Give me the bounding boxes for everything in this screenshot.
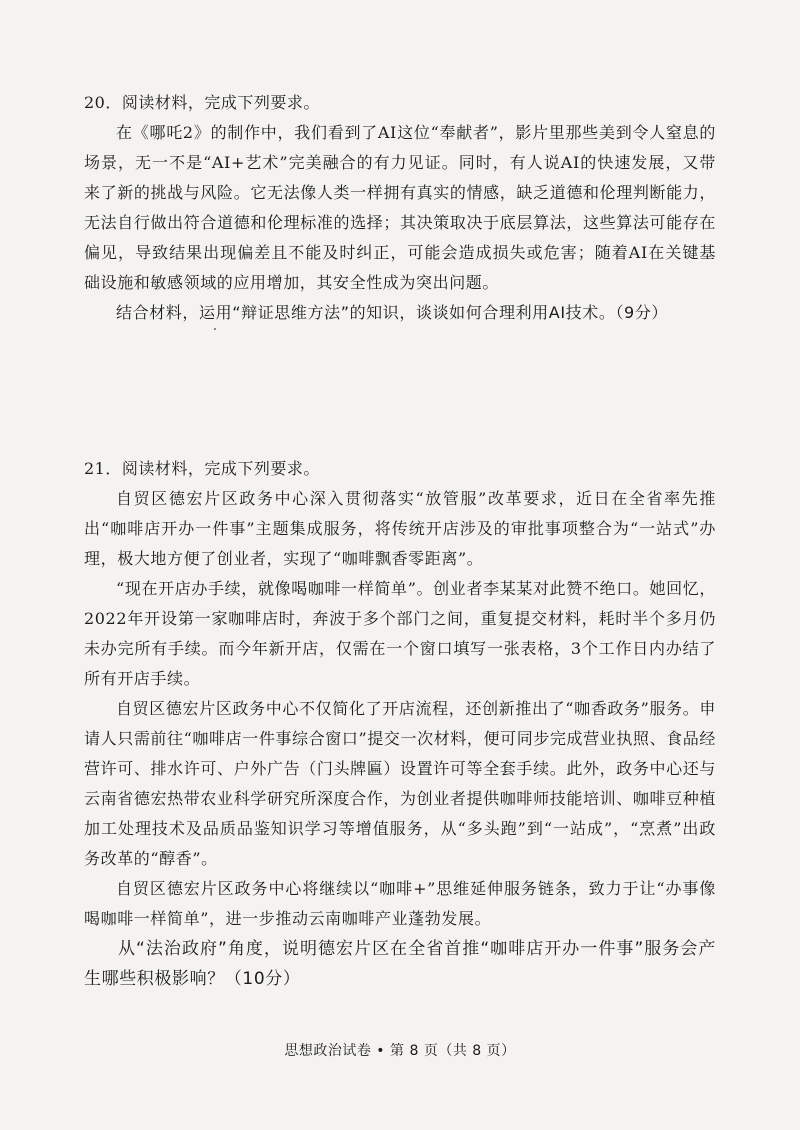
question-21-material-paragraph: 自贸区德宏片区政务中心将继续以“咖啡+”思维延伸服务链条，致力于让“办事像喝咖啡一样简单”，进一步推动云南咖啡产业蓬勃发展。: [84, 879, 716, 928]
question-21-material-paragraph: “现在开店办手续，就像喝咖啡一样简单”。创业者李某某对此赞不绝口。她回忆，2022年开设第一家咖啡店时，奔波于多个部门之间，重复提交材料，耗时半个多月仍未办完所有手续。而今年新开店，仅需在一个窗口填写一张表格，3个工作日内办结了所有开店手续。: [84, 579, 716, 688]
question-21-prompt: 从“法治政府”角度，说明德宏片区在全省首推“咖啡店开办一件事”服务会产生哪些积极影响？（10分）: [84, 939, 716, 989]
scan-speck: [214, 328, 216, 330]
question-20-heading: 20．阅读材料，完成下列要求。: [84, 93, 320, 112]
question-21-heading: 21．阅读材料，完成下列要求。: [84, 459, 320, 478]
page-footer: 思想政治试卷 • 第 8 页（共 8 页）: [284, 1043, 516, 1059]
question-21-material-paragraph: 自贸区德宏片区政务中心不仅简化了开店流程，还创新推出了“咖香政务”服务。申请人只需前往“咖啡店一件事综合窗口”提交一次材料，便可同步完成营业执照、食品经营许可、排水许可、户外广告（门头牌匾）设置许可等全套手续。此外，政务中心还与云南省德宏热带农业科学研究所深度合作，为创业者提供咖啡师技能培训、咖啡豆种植加工处理技术及品质品鉴知识学习等增值服务，从“多头跑”到“一站成”，“烹煮”出政务改革的“醇香”。: [84, 699, 716, 868]
question-20-prompt: 结合材料，运用“辩证思维方法”的知识，谈谈如何合理利用AI技术。（9分）: [116, 303, 669, 322]
question-21-material-paragraph: 自贸区德宏片区政务中心深入贯彻落实“放管服”改革要求，近日在全省率先推出“咖啡店开办一件事”主题集成服务，将传统开店涉及的审批事项整合为“一站式”办理，极大地方便了创业者，实现了“咖啡飘香零距离”。: [84, 489, 716, 568]
question-21: [84, 454, 716, 994]
question-20-material: 在《哪吒2》的制作中，我们看到了AI这位“奉献者”，影片里那些美到令人窒息的场景，无一不是“AI+艺术”完美融合的有力见证。同时，有人说AI的快速发展，又带来了新的挑战与风险。它无法像人类一样拥有真实的情感，缺乏道德和伦理判断能力，无法自行做出符合道德和伦理标准的选择；其决策取决于底层算法，这些算法可能存在偏见，导致结果出现偏差且不能及时纠正，可能会造成损失或危害；随着AI在关键基础设施和敏感领域的应用增加，其安全性成为突出问题。: [84, 123, 716, 292]
question-20: [84, 88, 716, 328]
